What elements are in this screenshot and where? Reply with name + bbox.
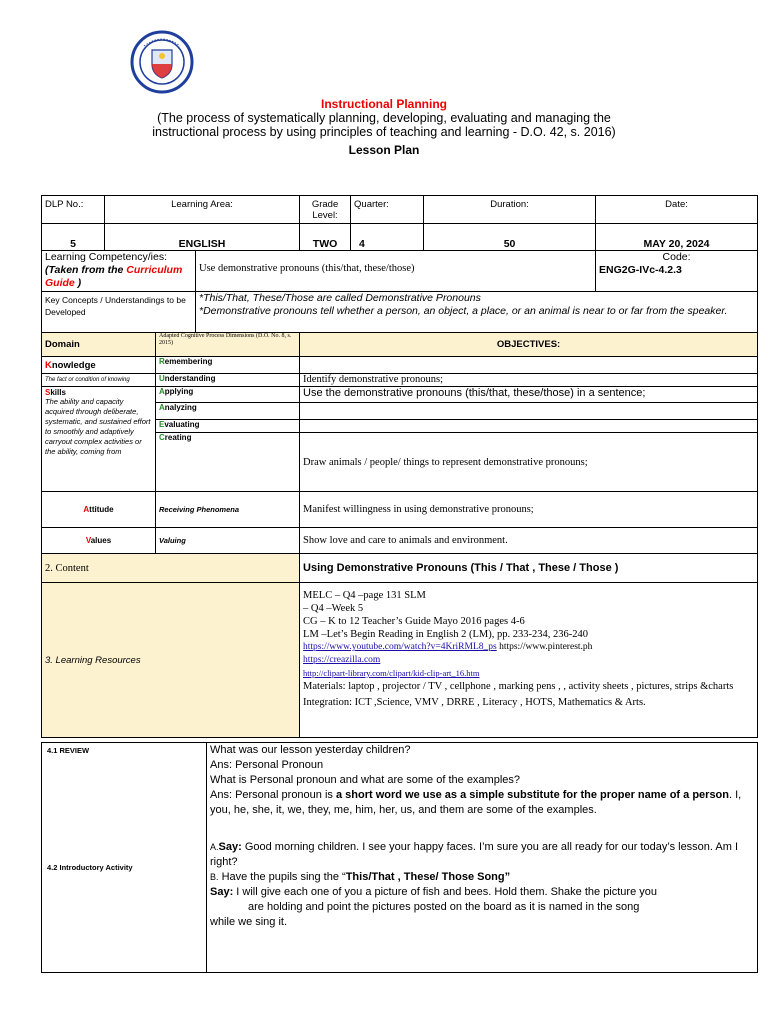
knowledge-initial: K (45, 359, 52, 371)
resources-row (42, 583, 758, 738)
competency-label-cell (42, 251, 196, 292)
knowledge-label (42, 357, 156, 374)
duration-value: 50 (424, 224, 596, 251)
subtitle-line-1: (The process of systematically planning, developing, evaluating and managing the (157, 111, 611, 125)
step-a-text: Good morning children. I see your happy faces. I’m sure you are all ready for our today’s lesson. Am I right? (210, 841, 739, 868)
understanding-rest: nderstanding (164, 374, 216, 383)
analyzing-rest: nalyzing (164, 403, 197, 412)
info-label-row (42, 196, 758, 224)
review-label: 4.1 REVIEW (47, 746, 90, 755)
intro-step-a (210, 840, 754, 870)
values-row (42, 528, 758, 554)
date-label: Date: (596, 196, 758, 224)
planning-subtitle (0, 111, 768, 139)
quarter-label: Quarter: (351, 196, 424, 224)
applying-objective: Use the demonstrative pronouns (this/that, these/those) in a sentence; (300, 387, 758, 403)
key-concept-1: *This/That, These/Those are called Demonstrative Pronouns (199, 292, 481, 304)
step-b-prefix: B. (210, 872, 219, 882)
resource-melc: MELC – Q4 –page 131 SLM (303, 590, 426, 601)
quarter-value: 4 (351, 224, 424, 251)
lesson-plan-table (41, 195, 758, 738)
applying-label (156, 387, 300, 403)
grade-level-value: TWO (300, 224, 351, 251)
creating-label (156, 433, 300, 492)
grade-level-label: Grade Level: (300, 196, 351, 224)
competency-label: Learning Competency/ies: (45, 251, 167, 263)
evaluating-rest: valuating (164, 420, 200, 429)
resource-lm: LM –Let’s Begin Reading in English 2 (LM), pp. 233-234, 236-240 (303, 629, 588, 640)
intro-activity-label: 4.2 Introductory Activity (47, 863, 133, 872)
procedure-table (41, 742, 758, 973)
step-c-text-1: I will give each one of you a picture of fish and bees. Hold them. Shake the picture you (233, 886, 657, 898)
analyzing-objective (300, 403, 758, 420)
values-objective: Show love and care to animals and environment. (300, 528, 758, 554)
step-c-text-2: are holding and point the pictures posted on the board as it is named in the song (248, 901, 640, 913)
competency-sub-open: (Taken from the (45, 264, 127, 276)
attitude-rest: ttitude (89, 505, 114, 514)
content-row (42, 554, 758, 583)
analyzing-label (156, 403, 300, 420)
step-b-song: This/That , These/ Those Song” (345, 871, 511, 883)
review-answer-2-definition: a short word we use as a simple substitute for the proper name of a person (335, 789, 729, 801)
intro-step-c (210, 885, 754, 900)
step-a-say: Say: (218, 841, 242, 853)
dlp-value: 5 (42, 224, 105, 251)
remembering-objective (300, 357, 758, 374)
review-question-2: What is Personal pronoun and what are some of the examples? (210, 774, 521, 786)
date-value: MAY 20, 2024 (596, 224, 758, 251)
adapted-dimensions-label: Adapted Cognitive Process Dimensions (D.O. No. 8, s. 2015) (156, 333, 300, 357)
resource-materials: Materials: laptop , projector / TV , cellphone , marking pens , , activity sheets , pictures, strips &charts (303, 681, 734, 692)
skills-rest: kills (50, 388, 66, 397)
content-label: 2. Content (42, 554, 300, 583)
review-answer-2-pre: Ans: Personal pronoun is (210, 789, 336, 801)
learning-area-value: ENGLISH (105, 224, 300, 251)
subtitle-line-2: instructional process by using principles of teaching and learning - D.O. 42, s. 2016) (152, 125, 616, 139)
resource-integration: Integration: ICT ,Science, VMV , DRRE , Literacy , HOTS, Mathematics & Arts. (303, 697, 646, 708)
domain-header-row (42, 333, 758, 357)
values-label (42, 528, 156, 554)
creazilla-link[interactable]: https://creazilla.com (303, 655, 381, 665)
attitude-row (42, 492, 758, 528)
evaluating-label (156, 420, 300, 433)
lesson-plan-heading: Lesson Plan (348, 143, 420, 157)
understanding-label (156, 374, 300, 387)
code-label: Code: (662, 251, 691, 263)
analyzing-initial: A (159, 403, 165, 412)
procedure-row (42, 743, 758, 973)
key-concepts-value (196, 292, 758, 333)
planning-title: Instructional Planning (320, 97, 447, 111)
youtube-link[interactable]: https://www.youtube.com/watch?v=4KriRML8_ps (303, 642, 497, 652)
attitude-objective: Manifest willingness in using demonstrative pronouns; (300, 492, 758, 528)
info-value-row (42, 224, 758, 251)
values-rest: alues (90, 536, 112, 545)
review-question-1: What was our lesson yesterday children? (210, 744, 411, 756)
understanding-initial: U (159, 374, 165, 383)
knowledge-description: The fact or condition of knowing (42, 374, 156, 387)
skills-initial: S (45, 388, 51, 397)
remembering-label (156, 357, 300, 374)
attitude-initial: A (83, 505, 90, 514)
resources-label: 3. Learning Resources (42, 583, 300, 738)
competency-row (42, 251, 758, 292)
applying-row (42, 387, 758, 403)
valuing-label: Valuing (156, 528, 300, 554)
remembering-initial: R (159, 357, 165, 366)
competency-guide: Guide (45, 277, 75, 289)
creating-rest: reating (164, 433, 192, 442)
deped-seal-logo (130, 30, 194, 94)
dlp-label: DLP No.: (42, 196, 105, 224)
applying-rest: pplying (164, 387, 194, 396)
skills-description: The ability and capacity acquired through deliberate, systematic, and sustained effort to smoothly and adaptively carryout complex activities or the ability, coming from (45, 397, 151, 456)
resources-value (300, 583, 758, 738)
understanding-row (42, 374, 758, 387)
applying-initial: A (159, 387, 165, 396)
knowledge-rest: nowledge (51, 359, 96, 371)
review-answer-2-examples: . I, you, he, she, it, we, they, me, him, her, us, and them are some of the examples. (210, 789, 742, 816)
clipart-link[interactable]: http://clipart-library.com/clipart/kid-clip-art_16.htm (303, 668, 480, 678)
creating-initial: C (159, 433, 165, 442)
objectives-label: OBJECTIVES: (300, 333, 758, 357)
key-concept-2: *Demonstrative pronouns tell whether a person, an object, a place, or an animal is near to or far from the speaker. (199, 305, 728, 317)
knowledge-row (42, 357, 758, 374)
content-value: Using Demonstrative Pronouns (This / That , These / Those ) (300, 554, 758, 583)
domain-label: Domain (42, 333, 156, 357)
evaluating-objective (300, 420, 758, 433)
evaluating-initial: E (159, 420, 165, 429)
learning-area-label: Learning Area: (105, 196, 300, 224)
review-answer-1: Ans: Personal Pronoun (210, 759, 324, 771)
remembering-rest: emembering (164, 357, 213, 366)
competency-curriculum: Curriculum (126, 264, 183, 276)
step-c-say: Say: (210, 886, 234, 898)
resource-week: – Q4 –Week 5 (303, 603, 364, 614)
procedure-content (207, 743, 758, 973)
values-initial: V (85, 536, 91, 545)
understanding-objective: Identify demonstrative pronouns; (300, 374, 758, 387)
competency-sub-close: ) (74, 277, 82, 289)
duration-label: Duration: (424, 196, 596, 224)
review-answer-2 (210, 788, 754, 818)
step-a-prefix: A. (210, 842, 219, 852)
pinterest-link[interactable]: https://www.pinterest.ph (496, 642, 593, 652)
intro-step-b (210, 870, 754, 885)
key-concepts-label: Key Concepts / Understandings to be Developed (42, 292, 196, 333)
step-b-text: Have the pupils sing the “ (218, 871, 346, 883)
attitude-label (42, 492, 156, 528)
competency-value: Use demonstrative pronouns (this/that, these/those) (196, 251, 596, 292)
skills-cell (42, 387, 156, 492)
receiving-phenomena: Receiving Phenomena (156, 492, 300, 528)
procedure-labels (42, 743, 207, 973)
step-c-text-3: while we sing it. (210, 916, 288, 928)
code-value: ENG2G-IVc-4.2.3 (599, 264, 682, 276)
resource-cg: CG – K to 12 Teacher’s Guide Mayo 2016 pages 4-6 (303, 616, 525, 627)
creating-objective: Draw animals / people/ things to represent demonstrative pronouns; (300, 433, 758, 492)
code-cell (596, 251, 758, 292)
key-concepts-row (42, 292, 758, 333)
